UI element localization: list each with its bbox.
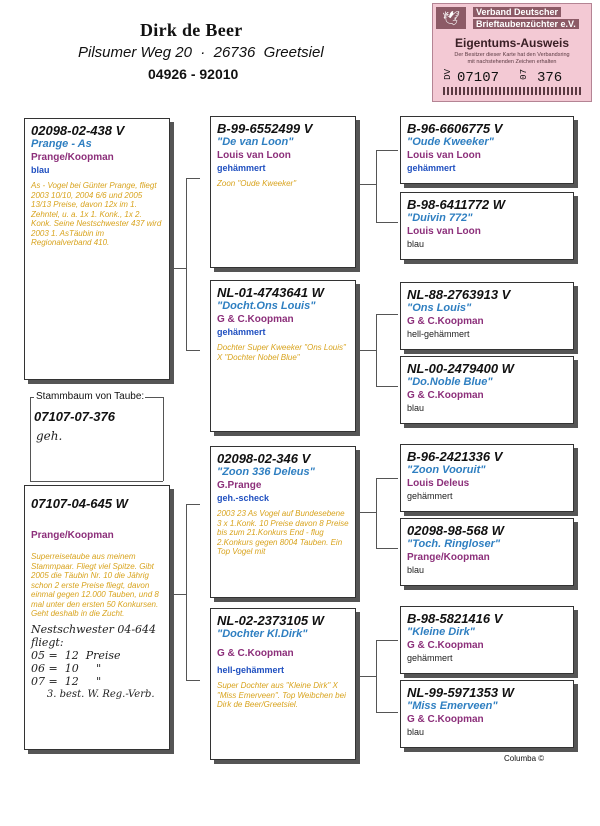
connector-line xyxy=(376,314,377,386)
card-title: Eigentums-Ausweis xyxy=(454,36,570,50)
mother-description: Superreisetaube aus meinem Stammpaar. Fliegt viel Spitze. Gibt 2005 die Täubin Nr. 10 die Jährig schon 2 erste Preise fliegt, davon einmal gegen 12.000 Tauben, und 8 mal unter den ersten 50 Konkursen. Geht deshalb in die Zucht. xyxy=(31,552,159,618)
year-number: 07 xyxy=(519,69,529,80)
connector-line xyxy=(186,504,187,680)
ancestor-breeder: Prange/Koopman xyxy=(407,552,490,563)
handwritten-line: fliegt: xyxy=(31,635,64,649)
ancestor-ring: 02098-98-568 W xyxy=(407,523,504,538)
ancestor-color: gehämmert xyxy=(407,491,453,501)
connector-line xyxy=(358,350,376,351)
ancestor-color: gehämmert xyxy=(217,327,266,337)
grandfather-maternal-card xyxy=(210,446,356,598)
ancestor-color: blau xyxy=(407,727,425,737)
ancestor-color: gehämmert xyxy=(407,163,456,173)
ancestor-color: blau xyxy=(407,565,425,575)
connector-line xyxy=(376,386,398,387)
ancestor-name: "Ons Louis" xyxy=(407,302,472,314)
ancestor-color: hell-gehämmert xyxy=(407,329,470,339)
country-code: DV xyxy=(443,69,453,80)
owner-name: Dirk de Beer xyxy=(140,20,243,40)
ancestor-name: "Zoon 336 Deleus" xyxy=(217,466,315,478)
card-fine-print-2: mit nachstehenden Zeichen erhalten xyxy=(467,59,557,65)
connector-line xyxy=(376,222,398,223)
great-grandparent-card xyxy=(400,680,574,748)
ancestor-ring: NL-88-2763913 V xyxy=(407,287,511,302)
owner-address: Pilsumer Weg 20 · 26736 Greetsiel xyxy=(78,44,324,61)
connector-line xyxy=(376,548,398,549)
ancestor-name: "Zoon Vooruit" xyxy=(407,464,486,476)
connector-line xyxy=(186,178,187,350)
ancestor-color: gehämmert xyxy=(407,653,453,663)
connector-line xyxy=(186,178,200,179)
connector-line xyxy=(358,676,376,677)
connector-line xyxy=(186,504,200,505)
mother-breeder: Prange/Koopman xyxy=(31,530,114,541)
ancestor-color: blau xyxy=(407,239,425,249)
father-breeder: Prange/Koopman xyxy=(31,152,114,163)
ancestor-name: "Do.Noble Blue" xyxy=(407,376,493,388)
ring-number: 376 xyxy=(537,70,563,86)
ancestor-name: "Docht.Ons Louis" xyxy=(217,300,316,312)
connector-line xyxy=(376,150,398,151)
mother-card xyxy=(24,485,170,750)
great-grandparent-card xyxy=(400,606,574,674)
ancestor-breeder: G & C.Koopman xyxy=(407,640,484,651)
handwritten-line: 07 = 12 " xyxy=(31,674,102,688)
ancestor-name: "Miss Emerveen" xyxy=(407,700,498,712)
ancestor-ring: 02098-02-346 V xyxy=(217,451,311,466)
great-grandparent-card xyxy=(400,192,574,260)
great-grandparent-card xyxy=(400,282,574,350)
connector-line xyxy=(376,640,398,641)
handwritten-line: 06 = 10 " xyxy=(31,661,102,675)
ancestor-ring: NL-99-5971353 W xyxy=(407,685,514,700)
pigeon-icon: 🕊 xyxy=(436,7,466,29)
ancestor-color: gehämmert xyxy=(217,163,266,173)
ancestor-breeder: Louis van Loon xyxy=(217,150,291,161)
connector-line xyxy=(186,350,200,351)
ancestor-breeder: G.Prange xyxy=(217,480,262,491)
handwritten-line: 05 = 12 Preise xyxy=(31,648,121,662)
connector-line xyxy=(358,184,376,185)
ancestor-breeder: Louis van Loon xyxy=(407,150,481,161)
grandfather-paternal-card xyxy=(210,116,356,268)
great-grandparent-card xyxy=(400,356,574,424)
connector-line xyxy=(376,640,377,712)
pedigree-label: Stammbaum von Taube: xyxy=(36,391,145,402)
ancestor-breeder: G & C.Koopman xyxy=(407,316,484,327)
ancestor-description: Dochter Super Kweeker "Ons Louis" X "Dochter Nobel Blue" xyxy=(217,343,346,362)
ancestor-ring: NL-02-2373105 W xyxy=(217,613,324,628)
org-name-line1: Verband Deutscher xyxy=(473,7,561,17)
subject-note: geh. xyxy=(36,429,63,443)
ancestor-ring: B-99-6552499 V xyxy=(217,121,313,136)
great-grandparent-card xyxy=(400,518,574,586)
grandmother-maternal-card xyxy=(210,608,356,760)
ancestor-name: "Toch. Ringloser" xyxy=(407,538,501,550)
ancestor-breeder: Louis Deleus xyxy=(407,478,470,489)
subject-ring: 07107-07-376 xyxy=(34,409,115,424)
ancestor-breeder: G & C.Koopman xyxy=(217,314,294,325)
father-card xyxy=(24,118,170,380)
great-grandparent-card xyxy=(400,116,574,184)
connector-line xyxy=(170,594,186,595)
father-name: Prange - As xyxy=(31,138,92,150)
ancestor-breeder: G & C.Koopman xyxy=(407,714,484,725)
handwritten-line: Nestschwester 04-644 xyxy=(31,622,157,636)
connector-line xyxy=(376,712,398,713)
ancestor-ring: B-96-2421336 V xyxy=(407,449,503,464)
father-description: As - Vogel bei Günter Prange, fliegt 2003 10/10, 2004 6/6 und 2005 13/13 Preise, davon 12x im 1. Zehntel, u. a. 1x 1. Konk., 1x 2. Konk. Seine Nestschwester 437 wird 2003 1. AsTäubin im Regionalverband 410. xyxy=(31,181,162,247)
footer-credit: Columba © xyxy=(504,754,545,763)
ancestor-color: blau xyxy=(407,403,425,413)
card-fine-print-1: Der Besitzer dieser Karte hat den Verbandsring xyxy=(454,52,570,58)
ancestor-name: "Duivin 772" xyxy=(407,212,473,224)
ancestor-ring: NL-00-2479400 W xyxy=(407,361,514,376)
father-color: blau xyxy=(31,165,50,175)
ancestor-ring: B-96-6606775 V xyxy=(407,121,503,136)
ancestor-breeder: Louis van Loon xyxy=(407,226,481,237)
org-name-line2: Brieftaubenzüchter e.V. xyxy=(473,19,579,29)
connector-line xyxy=(358,512,376,513)
connector-line xyxy=(30,481,163,482)
ancestor-name: "De van Loon" xyxy=(217,136,294,148)
father-ring: 02098-02-438 V xyxy=(31,123,125,138)
connector-line xyxy=(376,478,377,548)
grandmother-paternal-card xyxy=(210,280,356,432)
great-grandparent-card xyxy=(400,444,574,512)
ancestor-description: Super Dochter aus "Kleine Dirk" X "Miss Emerveen". Top Weibchen bei Dirk de Beer/Greetsiel. xyxy=(217,681,346,709)
ancestor-description: 2003 23 As Vogel auf Bundesebene 3 x 1.Konk. 10 Preise davon 8 Preise bis zum 21.Konkurs End - flug 2.Konkurs gegen 8004 Tauben. Ein Top Vogel mit xyxy=(217,509,349,556)
ancestor-ring: B-98-5821416 V xyxy=(407,611,503,626)
mother-ring: 07107-04-645 W xyxy=(31,496,128,511)
ancestor-name: "Dochter Kl.Dirk" xyxy=(217,628,308,640)
barcode xyxy=(443,87,583,95)
club-number: 07107 xyxy=(457,70,500,86)
ownership-card xyxy=(432,3,592,102)
ancestor-breeder: G & C.Koopman xyxy=(407,390,484,401)
handwritten-notes xyxy=(31,623,163,701)
connector-line xyxy=(30,397,31,481)
handwritten-line: 3. best. W. Reg.-Verb. xyxy=(31,688,155,700)
connector-line xyxy=(376,478,398,479)
owner-phone: 04926 - 92010 xyxy=(148,66,239,82)
ancestor-name: "Oude Kweeker" xyxy=(407,136,494,148)
ancestor-color: geh.-scheck xyxy=(217,493,270,503)
ancestor-ring: B-98-6411772 W xyxy=(407,197,506,212)
ancestor-breeder: G & C.Koopman xyxy=(217,648,294,659)
connector-line xyxy=(163,397,164,481)
ancestor-color: hell-gehämmert xyxy=(217,665,285,675)
ancestor-ring: NL-01-4743641 W xyxy=(217,285,324,300)
ancestor-name: "Kleine Dirk" xyxy=(407,626,475,638)
connector-line xyxy=(170,268,186,269)
connector-line xyxy=(145,397,163,398)
connector-line xyxy=(376,314,398,315)
connector-line xyxy=(186,680,200,681)
connector-line xyxy=(376,150,377,222)
ancestor-description: Zoon "Oude Kweeker" xyxy=(217,179,297,188)
